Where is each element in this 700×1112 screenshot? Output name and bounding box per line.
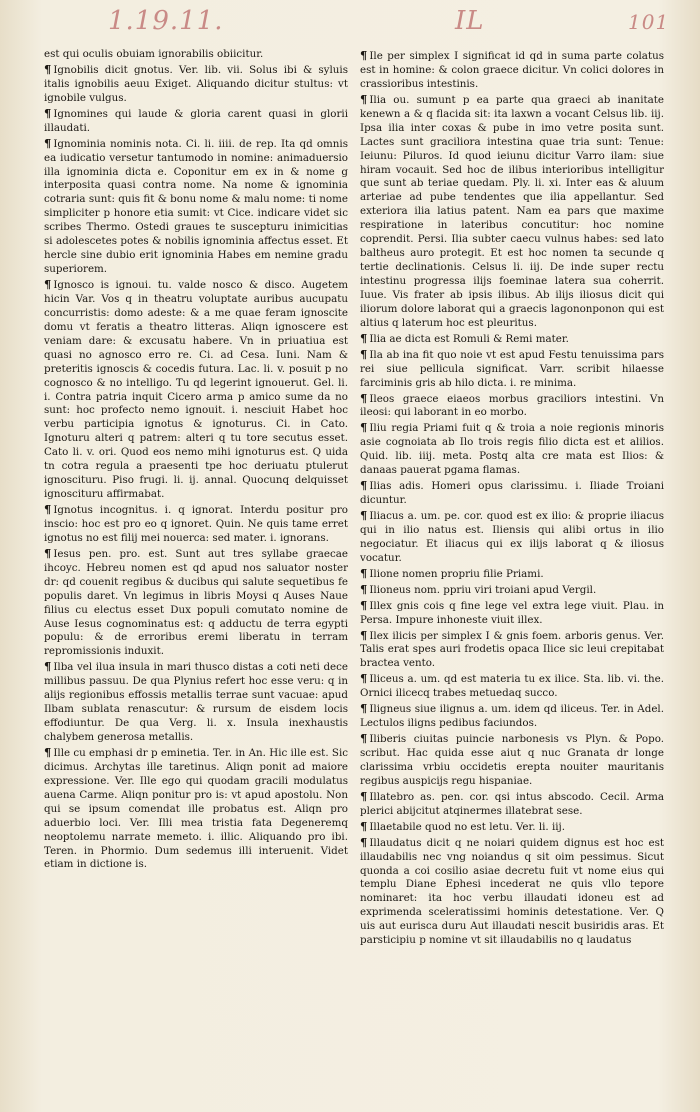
paragraph-mark-icon: ¶: [360, 818, 368, 833]
entry-text: est qui oculis obuiam ignorabilis obiicitur.: [44, 48, 264, 60]
dictionary-entry: [360, 671, 664, 701]
right-column: [360, 48, 664, 1098]
paragraph-mark-icon: ¶: [360, 478, 368, 493]
dictionary-entry: [360, 731, 664, 789]
dictionary-entry: [360, 508, 664, 566]
paragraph-mark-icon: ¶: [44, 61, 52, 76]
entry-text: Ille cu emphasi dr p eminetia. Ter. in An. Hic ille est. Sic dicimus. Archytas ille taretinus. Aliqn ponit ad maiore expressione. Ver. Ille ego qui quodam gracili modulatus auena Carme. Aliqn ponitur pro is: vt apud apostolu. Non qui se ipsum comendat ille probatus est. Aliqn pro aduerbio loci. Ver. Illi mea tristia fata Degeneremq neoptolemu narrate memeto. i. illic. Aliquando pro ibi. Teren. in Phormio. Dum sedemus illi interuenit. Videt etiam in dictione is.: [44, 746, 348, 871]
entry-text: Illex gnis cois q fine lege vel extra lege viuit. Plau. in Persa. Impure inhoneste viuit illex.: [360, 599, 664, 626]
left-column: [44, 48, 348, 1098]
paragraph-mark-icon: ¶: [44, 659, 52, 674]
folio-mark-center: IL: [455, 6, 485, 36]
entry-text: Ignomines qui laude & gloria carent quasi in glorii illaudati.: [44, 107, 348, 134]
paragraph-mark-icon: ¶: [360, 390, 368, 405]
paragraph-mark-icon: ¶: [360, 627, 368, 642]
paragraph-mark-icon: ¶: [360, 597, 368, 612]
text-columns: [44, 48, 664, 1098]
entry-text: Ignosco is ignoui. tu. valde nosco & disco. Augetem hicin Var. Vos q in theatru voluptate auribus aucupatu concurristis: domo adeste: & a me quae feram ignoscite domu vt feratis a theatro litteras. Aliqn ignoscere est veniam dare: & excusatu habere. Vn in priuatiua est quasi no agnosco erro re. Ci. ad Cesa. Iuni. Nam & preteritis ignoscis & cocedis futura. Lac. li. v. posuit p no cognosco & no intelligo. Tu qd legerint ignouerut. Gel. li. i. Contra patria inquit Cicero arma p amico sume da no sunt: hoc profecto nemo ignouit. i. nesciuit Habet hoc verbu participia ignotus & ignoturus. Ci. in Cato. Ignoturu alteri q patrem: alteri q tu tore secutus esset. Cato li. v. ori. Quod eos nemo mihi ignoturus est. Q uida tn cotra regula a praesenti tpe hoc deriuatu ptulerut ignoscituru. Piso frugi. li. ij. annal. Quocunq delquisset ignoscituru affirmabat.: [44, 279, 348, 501]
entry-text: Illaetabile quod no est letu. Ver. li. iij.: [369, 820, 566, 833]
dictionary-entry: [44, 745, 348, 872]
paragraph-mark-icon: ¶: [360, 48, 368, 62]
paragraph-mark-icon: ¶: [360, 565, 368, 580]
entry-text: Illatebro as. pen. cor. qsi intus abscodo. Cecil. Arma plerici abijcitut atqinermes illatebrat sese.: [360, 790, 664, 817]
entry-text: Ilioneus nom. ppriu viri troiani apud Vergil.: [369, 583, 597, 596]
dictionary-entry: [44, 62, 348, 106]
entry-text: Iliceus a. um. qd est materia tu ex ilice. Sta. lib. vi. the. Ornici ilicecq trabes metuedaq succo.: [360, 673, 664, 700]
paragraph-mark-icon: ¶: [360, 420, 368, 435]
entry-text: Ileos graece eiaeos morbus graciliors intestini. Vn ileosi: qui laborant in eo morbo.: [360, 392, 664, 419]
paragraph-mark-icon: ¶: [360, 330, 368, 345]
paragraph-mark-icon: ¶: [360, 788, 368, 803]
paragraph-mark-icon: ¶: [360, 701, 368, 716]
paragraph-mark-icon: ¶: [44, 135, 52, 150]
paragraph-mark-icon: ¶: [360, 671, 368, 686]
entry-text: Ila ab ina fit quo noie vt est apud Festu tenuissima pars rei siue pellicula significat. Varr. scribit hilaesse farciminis gris ab hilo dicta. i. re minima.: [360, 348, 664, 389]
dictionary-entry: [360, 331, 664, 347]
paragraph-mark-icon: ¶: [360, 346, 368, 361]
paragraph-mark-icon: ¶: [44, 545, 52, 560]
entry-text: Iliu regia Priami fuit q & troia a noie regionis minoris asie cognoiata ab Ilo trois regis filio dicta est et alilios. Quid. lib. iiij. meta. Postq alta cre mata est Ilios: & danaas pauerat pgama flamas.: [360, 422, 664, 477]
dictionary-entry: [44, 659, 348, 745]
entry-text: Iesus pen. pro. est. Sunt aut tres syllabe graecae ihcoyc. Hebreu nomen est qd apud nos saluator noster dr: qd couenit regibus & ducibus qui salute sequetibus fe populis daret. Vn legimus in libris Moysi q Auses Naue filius cu electus esset Dux populi comutato nomine de Ause Iesus cognominatus est: q adductu de terra egypti populu: & de erroribus eremi liberatu in terram repromissionis induxit.: [44, 547, 348, 658]
paragraph-mark-icon: ¶: [360, 91, 368, 106]
dictionary-entry: [360, 819, 664, 835]
paragraph-mark-icon: ¶: [44, 277, 52, 291]
paragraph-mark-icon: ¶: [44, 502, 52, 516]
dictionary-entry: [360, 420, 664, 478]
folio-mark-right: 101: [628, 10, 670, 34]
entry-text: Ilione nomen propriu filie Priami.: [369, 567, 544, 580]
dictionary-entry: [44, 48, 348, 62]
entry-text: Ilex ilicis per simplex I & gnis foem. arboris genus. Ver. Talis erat spes auri frodetis opaca Ilice sic leui crepitabat bractea vento.: [360, 629, 664, 670]
entry-text: Ile per simplex I significat id qd in suma parte colatus est in homine: & colon graece dicitur. Vn colici dolores in crassioribus intestinis.: [360, 50, 664, 90]
dictionary-entry: [360, 789, 664, 819]
dictionary-entry: [360, 347, 664, 391]
dictionary-entry: [44, 502, 348, 546]
dictionary-entry: [44, 136, 348, 277]
entry-text: Ilias adis. Homeri opus clarissimu. i. Iliade Troiani dicuntur.: [360, 480, 664, 507]
dictionary-entry: [360, 835, 664, 949]
dictionary-entry: [44, 546, 348, 660]
paragraph-mark-icon: ¶: [44, 105, 52, 120]
dictionary-entry: [360, 701, 664, 731]
dictionary-entry: [360, 598, 664, 628]
paragraph-mark-icon: ¶: [360, 731, 368, 746]
paragraph-mark-icon: ¶: [360, 581, 368, 596]
dictionary-entry: [360, 92, 664, 331]
entry-text: Iliberis ciuitas puincie narbonesis vs Plyn. & Popo. scribut. Hac quida esse aiut q nuc Granata dr longe clarissima vrbiu occidetis erepta nouiter mauritanis regibus auspicijs regu hispaniae.: [360, 733, 664, 787]
entry-text: Iliacus a. um. pe. cor. quod est ex ilio: & proprie iliacus qui in ilio natus est. Iliensis qui alibi ortus in ilio negociatur. Et iliacus qui ex ilijs laborat q & iliosus vocatur.: [360, 510, 664, 564]
folio-mark-left: 1.19.11.: [108, 6, 224, 36]
dictionary-entry: [360, 566, 664, 582]
paragraph-mark-icon: ¶: [360, 834, 368, 849]
paragraph-mark-icon: ¶: [44, 744, 52, 759]
dictionary-entry: [360, 582, 664, 598]
dictionary-entry: [44, 277, 348, 502]
dictionary-entry: [360, 48, 664, 92]
entry-text: Illaudatus dicit q ne noiari quidem dignus est hoc est illaudabilis nec vng noiandus q sit oim pessimus. Sicut quonda a coi cosilio asiae decretu fuit vt nome eius qui templu Diane Ephesi incederat ne quis vllo tepore nominaret: ita hoc verbu illaudati idoneu est ad exprimenda sceleratissimi hominis detestatione. Ver. Q uis aut eurisca duru Aut illaudati nescit busiridis aras. Et parsticipiu p nomine vt sit illaudabilis no q laudatus: [360, 836, 664, 947]
entry-text: Ilia ae dicta est Romuli & Remi mater.: [369, 332, 569, 345]
entry-text: Ilia ou. sumunt p ea parte qua graeci ab inanitate kenewn a & q flacida sit: ita laxwn a vocant Celsus lib. iij. Ipsa ilia inter coxas & pube in imo vetre posita sunt. Lactes sunt graciliora intestina quae tria sunt: Tenue: Ieiunu: Piluros. Id quod ieiunu dicitur Varro ilam: siue hiram vocauit. Sed hoc de ilibus interioribus intelligitur que sunt ab teriae quedam. Ply. li. xi. Inter eas & aluum arteriae ad pube tendentes que ilia appellantur. Sed exteriora ilia latius patent. Nam ea pars que maxime respiratione in lateribus concutitur: hoc nomine coprendit. Persi. Ilia subter caecu vulnus habes: sed lato baltheus auro protegit. Et est hoc nomen ta secunde q tertie declinationis. Celsus li. iij. De inde super rectu intestinu progressa ilijs foeminae latera sua coherrit. Iuue. Vis frater ab ipsis ilibus. Ab ilijs iliosus dicit qui iliorum dolore laborat qui a graecis lagononponon qui est altius q laterum hoc est pleuritus.: [360, 93, 664, 329]
entry-text: Ilba vel ilua insula in mari thusco distas a coti neti dece millibus passuu. De qua Plynius refert hoc esse veru: q in alijs regionibus effossis metallis terrae sunt vacuae: apud Ilbam sublata renascutur: & rursum de eisdem locis effodiuntur. De qua Verg. li. x. Insula inexhaustis chalybem generosa metallis.: [44, 661, 348, 743]
entry-text: Ignotus incognitus. i. q ignorat. Interdu positur pro inscio: hoc est pro eo q ignoret. Quin. Ne quis tame erret ignotus no est filij mei nouerca: sed mater. i. ignorans.: [44, 504, 348, 544]
entry-text: Ignobilis dicit gnotus. Ver. lib. vii. Solus ibi & syluis italis ignobilis aeuu Exiget. Aliquando dicitur stultus: vt ignobile vulgus.: [44, 63, 348, 104]
dictionary-entry: [44, 106, 348, 136]
dictionary-entry: [360, 478, 664, 508]
entry-text: Ignominia nominis nota. Ci. li. iiii. de rep. Ita qd omnis ea iudicatio versetur tantumodo in nomine: animaduersio illa ignominia dicta e. Coponitur em ex in & nome g interposita quasi contra nome. Na nome & ignominia cotraria sunt: quis fit & bonu nome & malu nome: ti nome simpliciter p honore etia sumit: vt Cice. indicare videt sic scribes Thermo. Ostedi graues te suscepturu inimicitias si adolescetes potes & nobilis ignominia affectus esset. Et hercle sine dubio erit ignominia Habes em nemine gradu superiorem.: [44, 137, 348, 276]
dictionary-entry: [360, 391, 664, 421]
paragraph-mark-icon: ¶: [360, 508, 368, 522]
dictionary-entry: [360, 628, 664, 672]
entry-text: Iligneus siue ilignus a. um. idem qd iliceus. Ter. in Adel. Lectulos iligns pedibus faciundos.: [360, 703, 664, 730]
